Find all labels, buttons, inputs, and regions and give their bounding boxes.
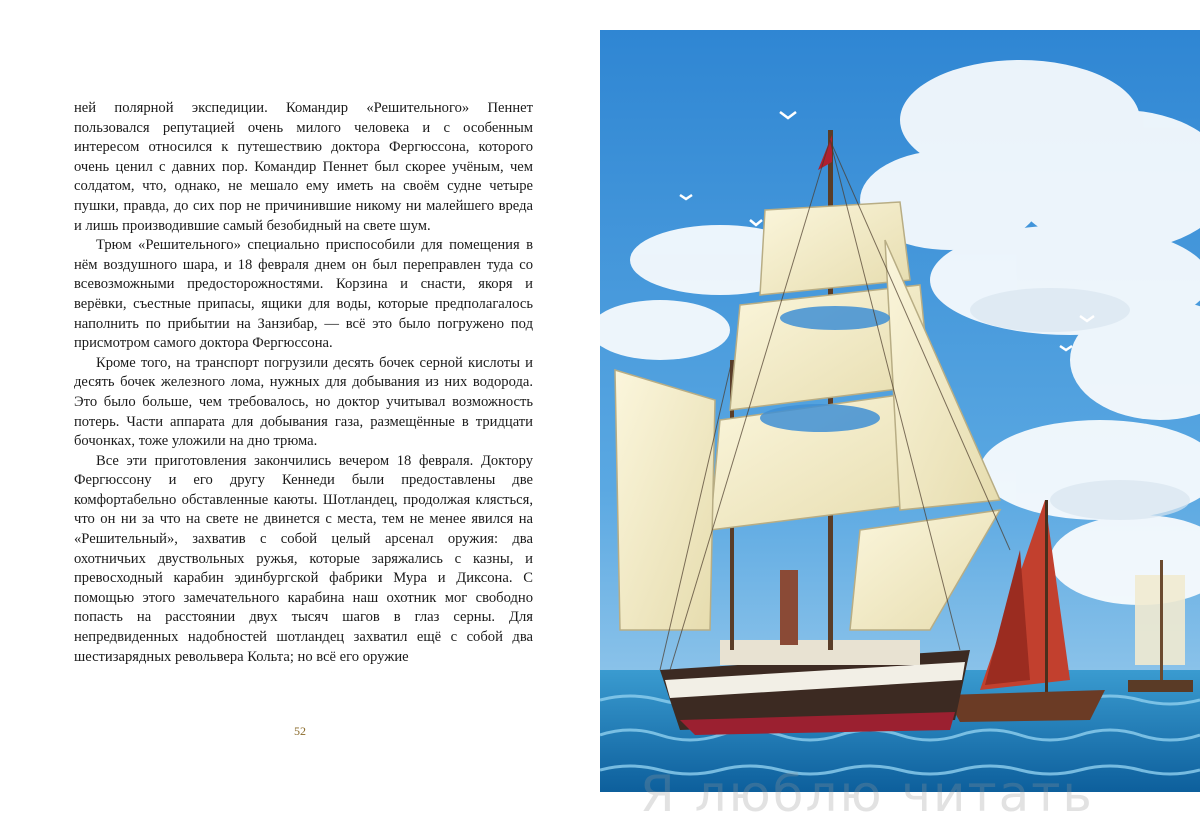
paragraph: ней полярной экспедиции. Командир «Решительного» Пеннет пользовался репутацией очень милого человека и с особенным интересом относился к путешествию доктора Фергюссона, которого очень ценил с давних пор. Командир Пеннет был скорее учёным, чем солдатом, что, однако, не мешало ему иметь на своём судне четыре пушки, правда, до сих пор не причинившие никому ни малейшего вреда и лишь производившие самый безобидный на свете шум. [74,100,533,234]
page-number: 52 [294,724,306,738]
body-text [74,99,533,667]
watermark: Я люблю читать [640,766,1094,822]
ship-illustration [600,30,1200,792]
paragraph: Все эти приготовления закончились вечером 18 февраля. Доктору Фергюссону и его другу Кеннеди были предоставлены две комфортабельно обставленные каюты. Шотландец, продолжая клясться, что он ни за что на свете не двинется с места, тем не менее явился на «Решительный», захватив с собой целый арсенал оружия: два охотничьих двуствольных ружья, которые заряжались с казны, и превосходный карабин эдинбургской фабрики Мура и Диксона. С помощью этого замечательного карабина наш охотник мог свободно попасть на расстоянии двух тысяч шагов в глаз серны. Для непредвиденных надобностей шотландец захватил ещё с собой два шестизарядных револьвера Кольта; но всё его оружие [74,452,533,665]
paragraph: Трюм «Решительного» специально приспособили для помещения в нём воздушного шара, и 18 февраля днем он был переправлен туда со всевозможными предосторожностями. Корзина и снасти, якоря и верёвки, съестные припасы, ящики для воды, которые предполагалось наполнить по прибытии на Занзибар, — всё это было погружено под присмотром самого доктора Фергюссона. [74,237,533,352]
sailing-ship-painting [600,30,1200,792]
paragraph: Кроме того, на транспорт погрузили десять бочек серной кислоты и десять бочек железного лома, нужных для добывания из них водорода. Это было больше, чем требовалось, но доктор учитывал возможность потерь. Части аппарата для добывания газа, размещённые в тридцати бочонках, тоже уложили на дно трюма. [74,354,533,450]
